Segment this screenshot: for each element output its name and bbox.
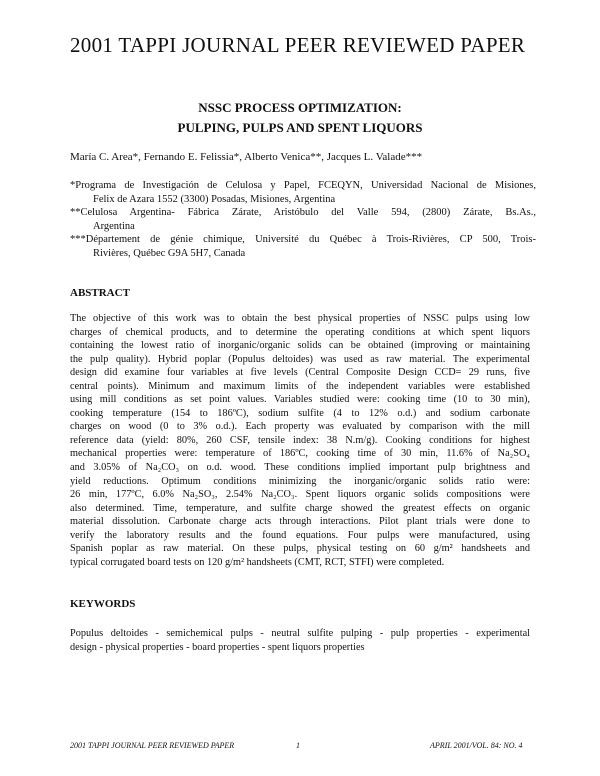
abstract-line: the pulp quality). Hybrid poplar (Populus deltoides) was used as raw material. The experimental	[70, 353, 530, 365]
affiliation-line: Rivières, Québec G9A 5H7, Canada	[93, 247, 246, 259]
affiliation-3	[70, 233, 536, 260]
abstract-line: cooking temperature (154 to 186ºC), sodium sulfite (4 to 12% o.d.) and sodium carbonate	[70, 407, 530, 419]
abstract-line: also determined. Time, temperature, and sulfite charge showed the greatest effects on organic	[70, 502, 530, 514]
abstract-line: reference data (yield: 80%, 260 CSF, tensile index: 38 N.m/g). Cooking conditions for highest	[70, 434, 530, 446]
paper-title-line-2: PULPING, PULPS AND SPENT LIQUORS	[177, 120, 423, 135]
footer-issue: APRIL 2001/VOL. 84: NO. 4	[430, 741, 523, 750]
abstract-line: The objective of this work was to obtain the best physical properties of NSSC pulps using low	[70, 313, 530, 324]
abstract-line: and 3.05% of Na₂CO₃ on o.d. wood. These conditions implied important pulp brightness and	[70, 462, 530, 474]
keywords-body	[70, 627, 530, 654]
abstract-line: verify the laboratory results and the found equations. Four pulps were manufactured, using	[70, 529, 530, 541]
abstract-body	[70, 312, 530, 569]
affiliation-line: *Programa de Investigación de Celulosa y Papel, FCEQYN, Universidad Nacional de Misiones,	[70, 180, 536, 191]
abstract-line: yield reductions. Optimum conditions minimizing the inorganic/organic solids ratio were:	[70, 475, 530, 487]
paper-title-line-1: NSSC PROCESS OPTIMIZATION:	[198, 100, 402, 115]
keywords-line: Populus deltoides - semichemical pulps - neutral sulfite pulping - pulp properties - experimental	[70, 628, 530, 639]
affiliation-line: Argentina	[93, 220, 135, 232]
footer-page-number: 1	[296, 741, 300, 750]
keywords-line: design - physical properties - board properties - spent liquors properties	[70, 641, 365, 653]
affiliation-line: ***Département de génie chimique, Université du Québec à Trois-Rivières, CP 500, Trois-	[70, 234, 536, 245]
affiliation-2	[70, 206, 536, 233]
abstract-heading: ABSTRACT	[70, 287, 130, 299]
abstract-line: design did examine four variables at five levels (Central Composite Design CCD= 29 runs, five	[70, 367, 530, 379]
abstract-line: typical corrugated board tests on 120 g/m² handsheets (CMT, RCT, STFI) were completed.	[70, 556, 445, 568]
abstract-line: Spanish poplar as raw material. On these pulps, physical testing on 60 g/m² handsheets and	[70, 543, 530, 555]
abstract-line: charges on wood (0 to 3% o.d.). Each property was evaluated by comparison with the mill	[70, 421, 530, 433]
footer-journal: 2001 TAPPI JOURNAL PEER REVIEWED PAPER	[70, 741, 235, 750]
abstract-line: material dissolution. Carbonate charge acts through interactions. Pilot plant trials were done to	[70, 516, 530, 528]
keywords-heading: KEYWORDS	[70, 598, 136, 610]
abstract-line: charges of chemical products, and to determine the operating conditions at which spent liquors	[70, 326, 530, 338]
abstract-line: 26 min, 177ºC, 6.0% Na₂SO₃, 2.54% Na₂CO₃. Spent liquors organic solids compositions were	[70, 489, 530, 501]
abstract-line: using mill conditions as set point values. Variables studied were: cooking time (10 to 30 min),	[70, 394, 530, 406]
affiliation-line: Felix de Azara 1552 (3300) Posadas, Misiones, Argentina	[93, 193, 336, 205]
abstract-line: containing the lowest ratio of inorganic/organic solids can be obtained (improving or maintaining	[70, 340, 530, 352]
affiliation-line: **Celulosa Argentina- Fábrica Zárate, Aristóbulo del Valle 594, (2800) Zárate, Bs.As.,	[70, 207, 536, 218]
abstract-line: central points). Minimum and maximum limits of the independent variables were established	[70, 380, 530, 392]
affiliation-1	[70, 179, 536, 206]
author-list: María C. Area*, Fernando E. Felissia*, Alberto Venica**, Jacques L. Valade***	[70, 151, 423, 163]
abstract-line: mechanical properties were: temperature of 186ºC, cooking time of 30 min, 11.6% of Na₂SO₄	[70, 448, 530, 460]
journal-header: 2001 TAPPI JOURNAL PEER REVIEWED PAPER	[70, 33, 526, 57]
